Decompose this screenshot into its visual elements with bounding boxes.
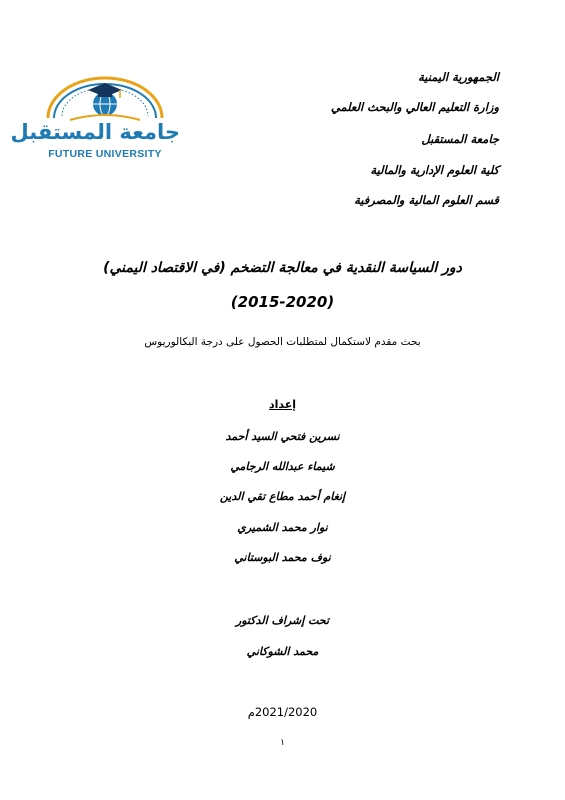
supervisor-name: محمد الشوكاني [246, 645, 319, 658]
supervisor-label: تحت إشراف الدكتور [235, 614, 330, 627]
author-name: شيماء عبدالله الرجامي [230, 460, 335, 473]
page-number: ١ [280, 738, 285, 748]
header-university: جامعة المستقبل [421, 132, 499, 146]
author-name: نوار محمد الشميري [237, 521, 328, 534]
document-title: دور السياسة النقدية في معالجة التضخم (في الاقتصاد اليمني) [103, 260, 462, 276]
logo-emblem [30, 70, 180, 122]
document-years: (2015-2020) [230, 293, 335, 311]
author-name: نوف محمد البوستاني [234, 551, 331, 564]
academic-year: 2021/2020م [247, 705, 318, 719]
header-ministry: وزارة التعليم العالي والبحث العلمي [330, 100, 499, 114]
university-logo [10, 70, 180, 160]
logo-arabic-text: جامعة المستقبل [10, 120, 180, 144]
header-department: قسم العلوم المالية والمصرفية [354, 193, 499, 207]
header-faculty: كلية العلوم الإدارية والمالية [370, 163, 499, 177]
author-name: إنغام أحمد مطاع تقي الدين [219, 490, 346, 503]
header-republic: الجمهورية اليمنية [418, 70, 499, 84]
author-name: نسرين فتحي السيد أحمد [225, 430, 340, 443]
preparation-label: إعداد [268, 398, 297, 411]
logo-english-text: FUTURE UNIVERSITY [48, 148, 162, 160]
document-subtitle: بحث مقدم لاستكمال لمتطلبات الحصول على درجة البكالوريوس [144, 336, 421, 348]
